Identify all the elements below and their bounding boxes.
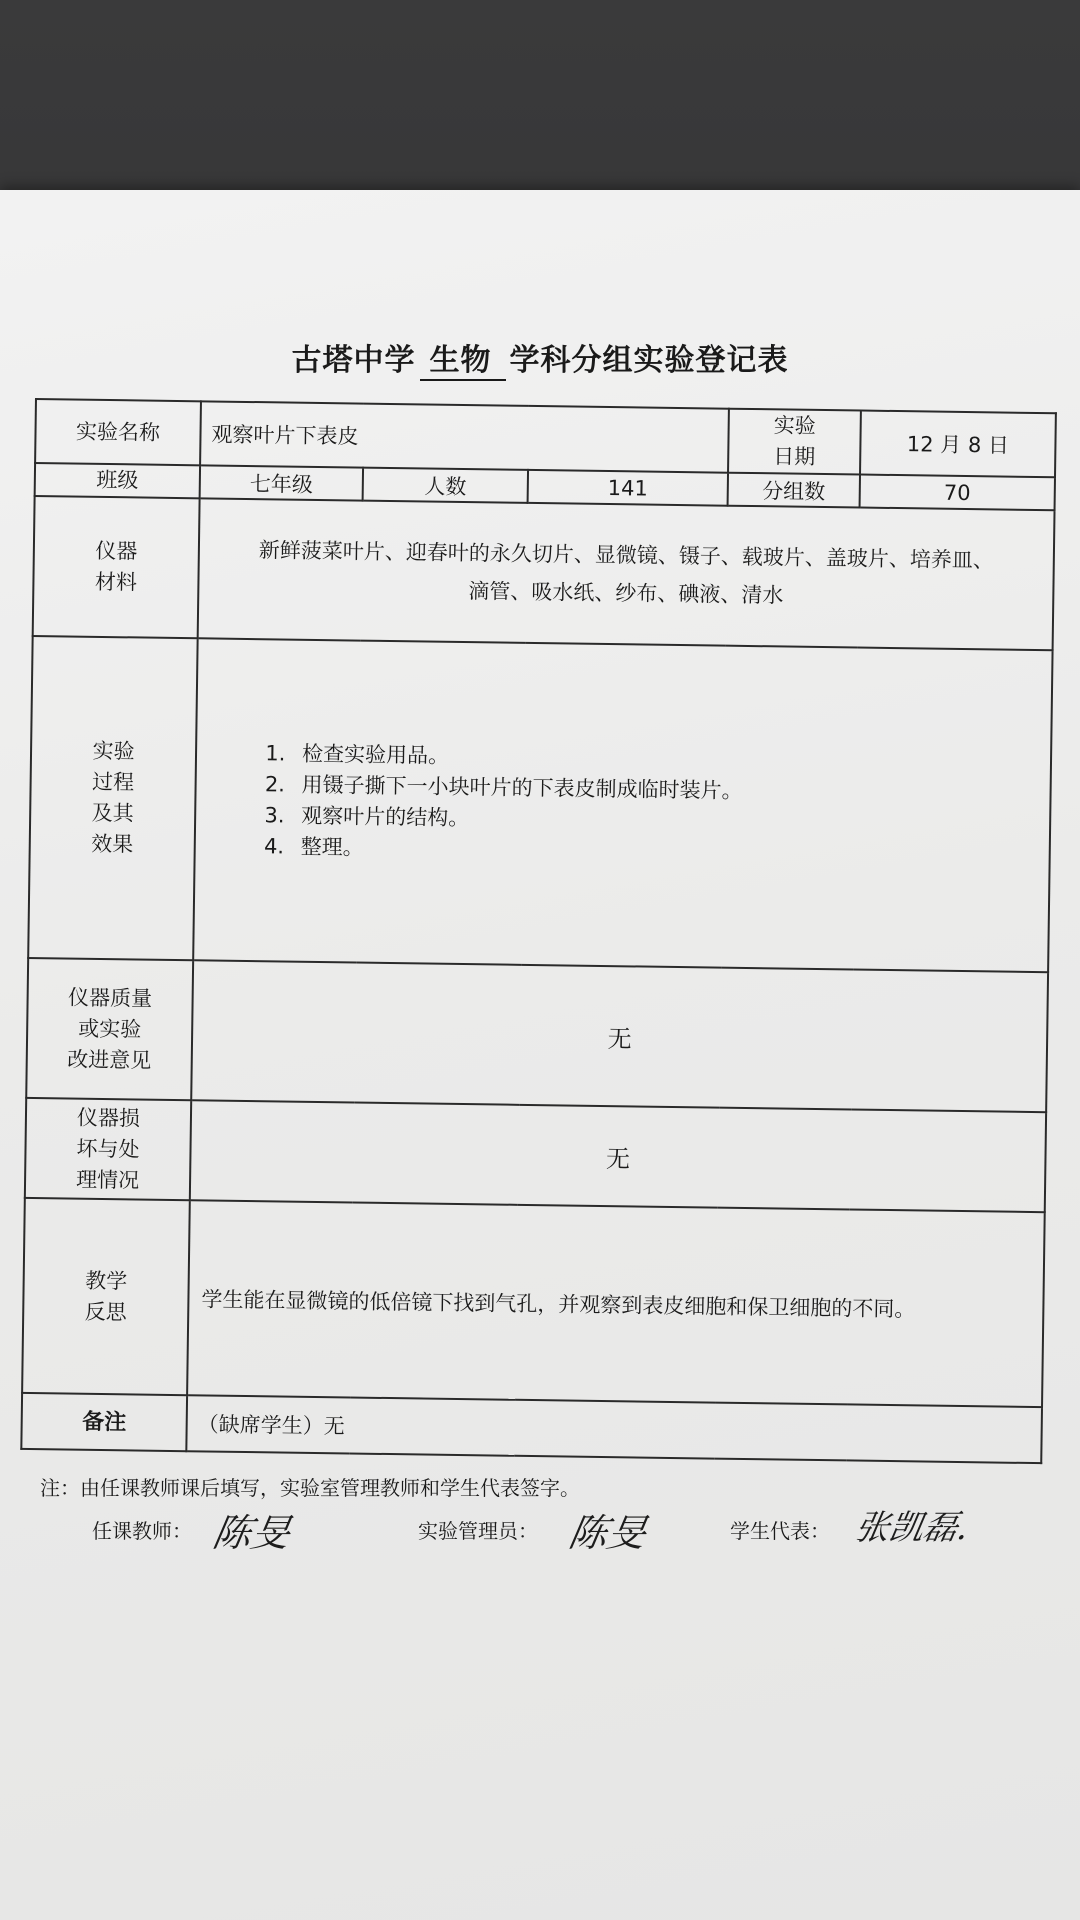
reflection-label (22, 1198, 190, 1395)
quality-label-line-1: 仪器质量 (67, 985, 153, 1011)
process-label-line-3: 及其 (91, 800, 134, 826)
materials-value (198, 498, 1055, 650)
class-value: 七年级 (200, 465, 363, 500)
materials-label (33, 496, 200, 638)
teacher-signature-label: 任课教师： (92, 1519, 192, 1543)
quality-label (26, 958, 193, 1100)
process-steps-list (196, 737, 1051, 873)
damage-label (25, 1098, 191, 1200)
reflection-value: 学生能在显微镜的低倍镜下找到气孔，并观察到表皮细胞和保卫细胞的不同。 (187, 1200, 1045, 1407)
process-steps-cell (193, 638, 1052, 972)
damage-value: 无 (190, 1100, 1046, 1212)
materials-label-line-1: 仪器 (95, 538, 138, 564)
student-signature-label: 学生代表： (730, 1519, 830, 1543)
damage-label-line-1: 仪器损 (76, 1105, 141, 1131)
materials-line-1: 新鲜菠菜叶片、迎春叶的永久切片、显微镜、镊子、载玻片、盖玻片、培养皿、 (258, 538, 994, 573)
damage-label-line-3: 理情况 (75, 1167, 140, 1193)
row-materials (33, 496, 1055, 650)
student-signature: 张凯磊. (851, 1508, 972, 1548)
experiment-name-label: 实验名称 (35, 399, 201, 465)
experiment-date-label (728, 409, 861, 475)
row-process (28, 636, 1052, 972)
title-suffix: 学科分组实验登记表 (509, 343, 789, 378)
count-label: 人数 (363, 468, 528, 503)
teacher-signature: 陈旻 (209, 1511, 294, 1555)
reflection-label-line-2: 反思 (84, 1299, 127, 1324)
groups-label: 分组数 (728, 473, 860, 508)
experiment-form-table (20, 398, 1057, 1464)
footer-note: 注：由任课教师课后填写，实验室管理教师和学生代表签字。 (40, 1476, 580, 1500)
quality-value: 无 (191, 960, 1048, 1112)
row-damage (25, 1098, 1046, 1212)
row-quality (26, 958, 1048, 1112)
reflection-label-line-1: 教学 (85, 1268, 128, 1293)
process-label-line-1: 实验 (92, 738, 135, 764)
remarks-label: 备注 (21, 1393, 187, 1451)
page-title (0, 335, 1080, 381)
experiment-date-value: 12 月 8 日 (860, 411, 1056, 478)
process-label-line-4: 效果 (91, 831, 134, 857)
row-reflection (22, 1198, 1045, 1407)
groups-value: 70 (860, 475, 1055, 511)
damage-label-line-2: 坏与处 (76, 1136, 140, 1162)
quality-label-line-2: 或实验 (78, 1016, 142, 1042)
process-step: 1. 检查实验用品。 (292, 739, 1050, 781)
process-label (28, 636, 197, 960)
admin-signature-label: 实验管理员： (418, 1519, 538, 1543)
remarks-value: （缺席学生）无 (186, 1395, 1042, 1463)
admin-signature: 陈旻 (565, 1511, 650, 1555)
quality-label-line-3: 改进意见 (67, 1047, 152, 1073)
materials-label-line-2: 材料 (94, 569, 138, 595)
materials-line-2: 滴管、吸水纸、纱布、碘液、清水 (468, 579, 784, 608)
date-label-line-2: 日期 (773, 444, 816, 469)
process-step: 2. 用镊子撕下一小块叶片的下表皮制成临时装片。 (291, 770, 1049, 812)
title-subject: 生物 (420, 335, 506, 381)
process-step: 3. 观察叶片的结构。 (291, 801, 1049, 843)
title-school: 古塔中学 (291, 343, 416, 378)
count-value: 141 (528, 470, 728, 506)
process-step: 4. 整理。 (291, 832, 1049, 874)
experiment-name-value: 观察叶片下表皮 (200, 401, 729, 472)
process-label-line-2: 过程 (91, 769, 135, 795)
date-label-line-1: 实验 (773, 413, 816, 438)
class-label: 班级 (35, 463, 200, 498)
